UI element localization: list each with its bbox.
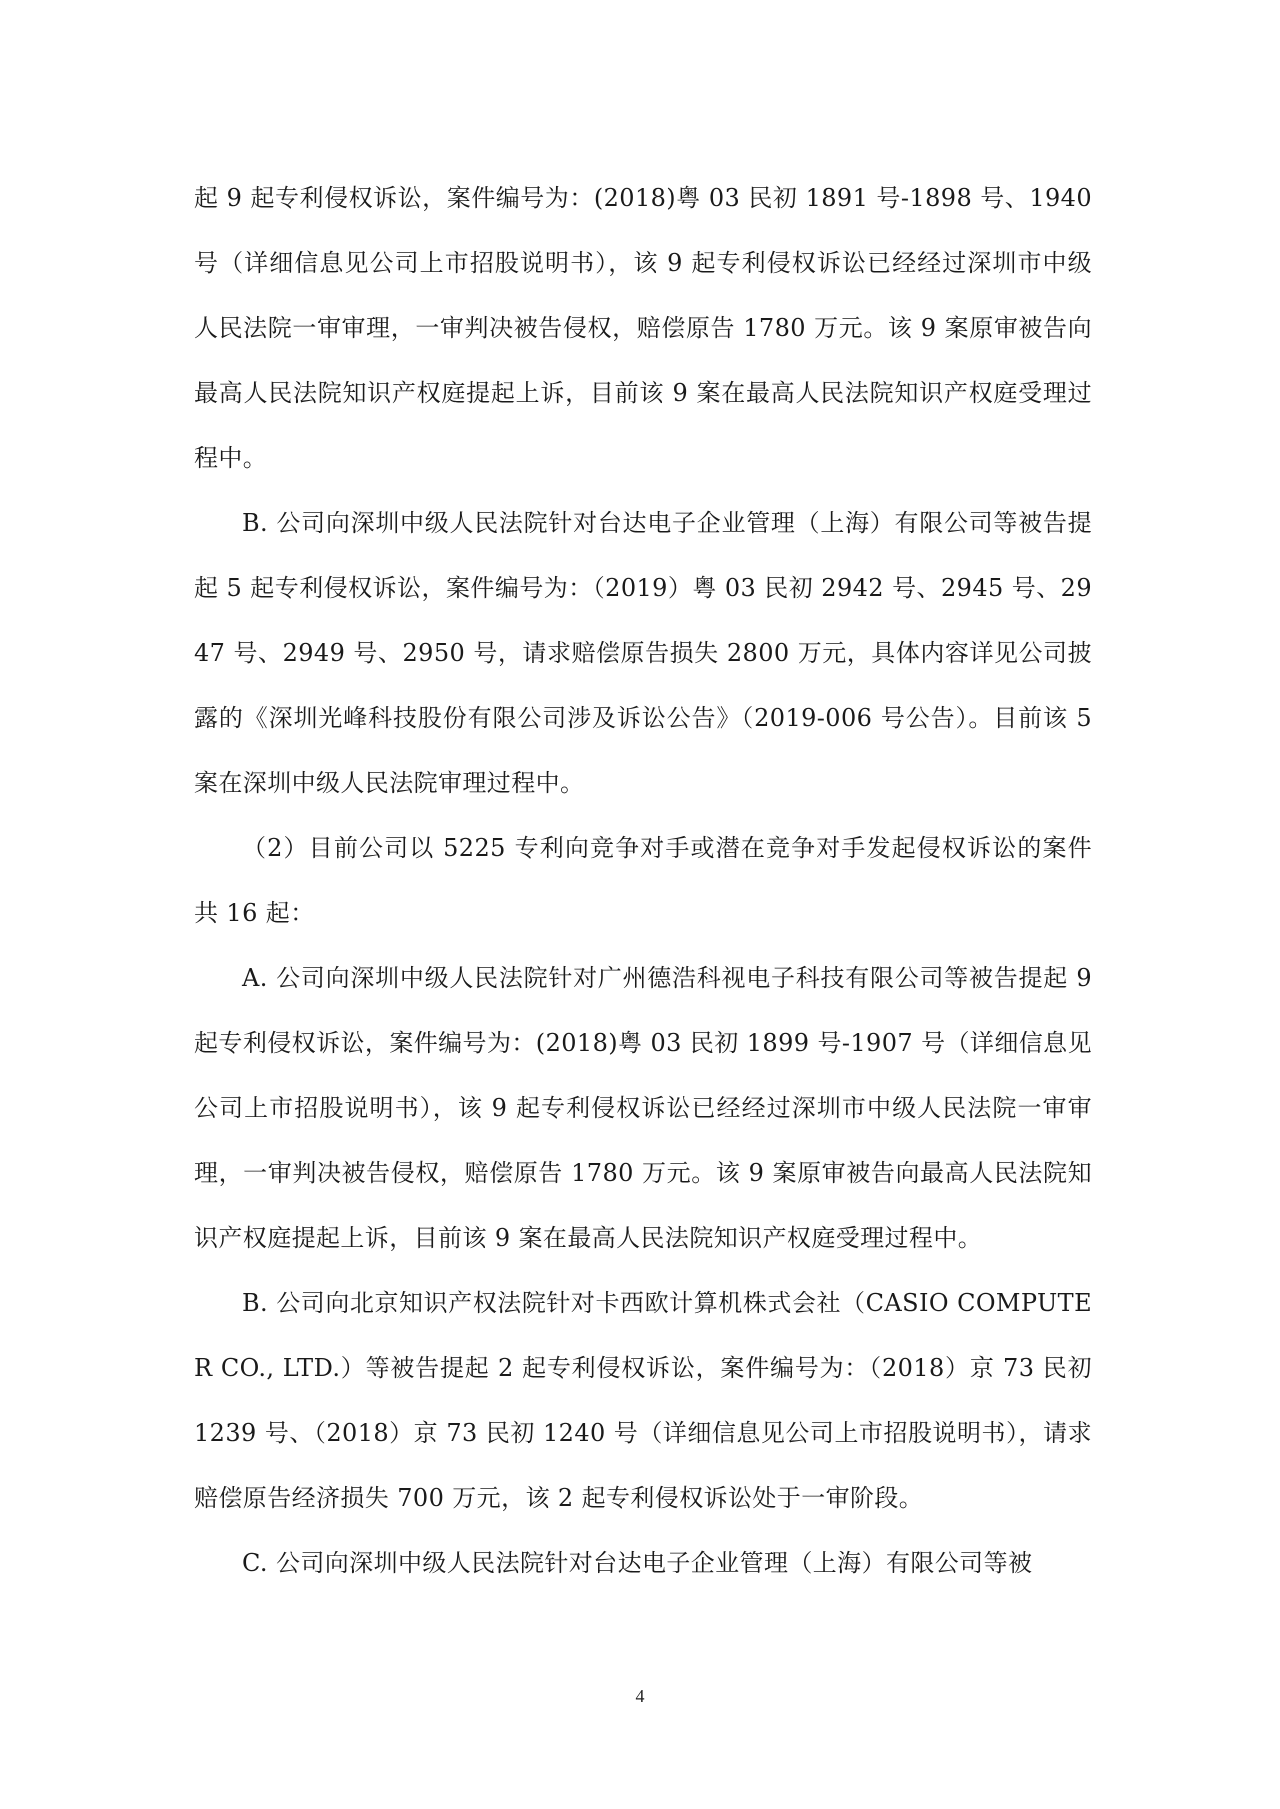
- paragraph-continuation: 起 9 起专利侵权诉讼，案件编号为：(2018)粤 03 民初 1891 号-1898 号、1940 号（详细信息见公司上市招股说明书），该 9 起专利侵权诉讼已经经过深圳市中级人民法院一审审理，一审判决被告侵权，赔偿原告 1780 万元。该 9 案原审被告向最高人民法院知识产权庭提起上诉，目前该 9 案在最高人民法院知识产权庭受理过程中。: [194, 184, 1092, 472]
- document-body: [194, 166, 1092, 1596]
- paragraph-item-b-delta-suit: B. 公司向深圳中级人民法院针对台达电子企业管理（上海）有限公司等被告提起 5 起专利侵权诉讼，案件编号为：（2019）粤 03 民初 2942 号、2945 号、2947 号、2949 号、2950 号，请求赔偿原告损失 2800 万元，具体内容详见公司披露的《深圳光峰科技股份有限公司涉及诉讼公告》（2019-006 号公告）。目前该 5 案在深圳中级人民法院审理过程中。: [194, 509, 1092, 797]
- paragraph-item-b-casio-suit: B. 公司向北京知识产权法院针对卡西欧计算机株式会社（CASIO COMPUTER CO., LTD.）等被告提起 2 起专利侵权诉讼，案件编号为：（2018）京 73 民初 1239 号、（2018）京 73 民初 1240 号（详细信息见公司上市招股说明书），请求赔偿原告经济损失 700 万元，该 2 起专利侵权诉讼处于一审阶段。: [194, 1289, 1092, 1512]
- paragraph-section-2-heading: （2）目前公司以 5225 专利向竞争对手或潜在竞争对手发起侵权诉讼的案件共 16 起：: [194, 834, 1092, 927]
- page-number: 4: [635, 1686, 645, 1706]
- paragraph-item-a-dehao-suit: A. 公司向深圳中级人民法院针对广州德浩科视电子科技有限公司等被告提起 9 起专利侵权诉讼，案件编号为：(2018)粤 03 民初 1899 号-1907 号（详细信息见公司上市招股说明书），该 9 起专利侵权诉讼已经经过深圳市中级人民法院一审审理，一审判决被告侵权，赔偿原告 1780 万元。该 9 案原审被告向最高人民法院知识产权庭提起上诉，目前该 9 案在最高人民法院知识产权庭受理过程中。: [194, 964, 1092, 1252]
- paragraph-item-c-delta-suit: C. 公司向深圳中级人民法院针对台达电子企业管理（上海）有限公司等被: [242, 1549, 1033, 1577]
